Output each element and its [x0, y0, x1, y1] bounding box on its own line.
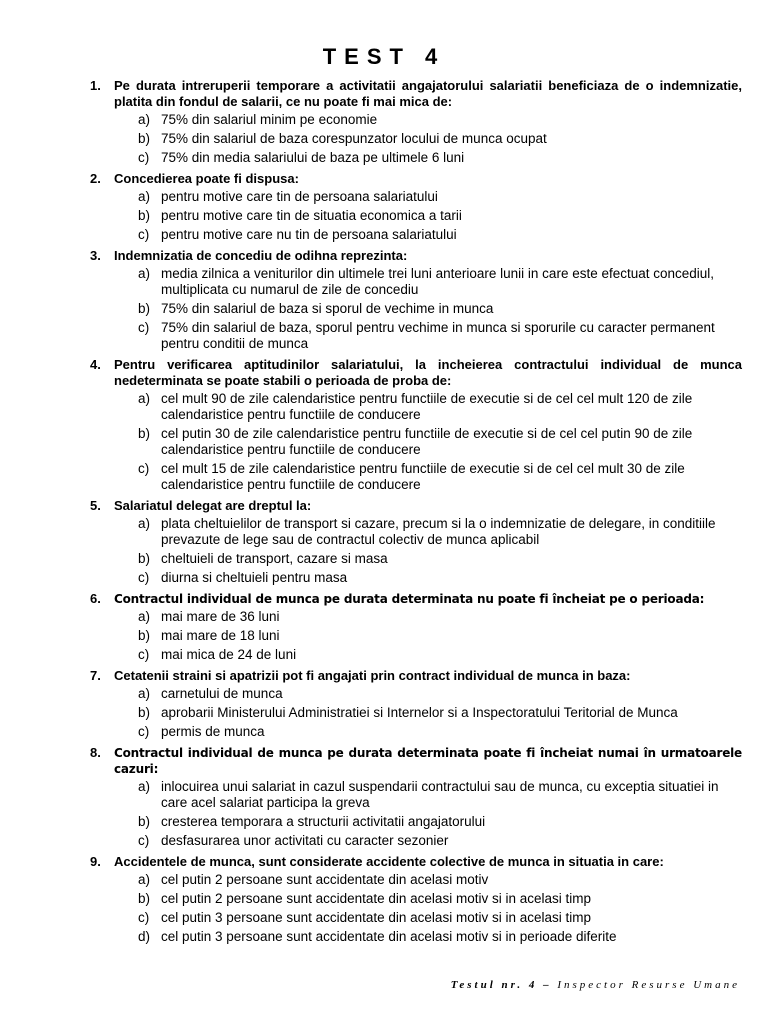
option-letter: c) [138, 647, 150, 662]
option-letter: a) [138, 686, 151, 701]
option-text: cheltuieli de transport, cazare si masa [161, 551, 388, 566]
option-letter: c) [138, 461, 150, 476]
option-text: cel putin 2 persoane sunt accidentate din acelasi motiv si in acelasi timp [161, 891, 591, 906]
option-letter: c) [138, 724, 150, 739]
option-text: desfasurarea unor activitati cu caracter sezonier [161, 833, 449, 848]
question-list [90, 78, 742, 950]
option-text: cel mult 15 de zile calendaristice pentru functiile de executie si de cel cel mult 30 de zile calendaristice pentru functiile de conducere [161, 461, 685, 492]
answer-options [90, 609, 742, 663]
option-text: media zilnica a veniturilor din ultimele trei luni anterioare lunii in care este efectuat concediul, multiplicata cu numarul de zile de concediu [161, 266, 715, 297]
answer-option [90, 724, 742, 740]
answer-option [90, 570, 742, 586]
option-letter: a) [138, 266, 151, 281]
answer-option [90, 929, 742, 945]
answer-option [90, 705, 742, 721]
answer-option [90, 301, 742, 317]
question-number: 7. [90, 668, 101, 683]
question-item [90, 171, 742, 243]
question-item [90, 498, 742, 586]
answer-options [90, 189, 742, 243]
option-letter: b) [138, 705, 151, 720]
option-text: cel putin 3 persoane sunt accidentate din acelasi motiv si in acelasi timp [161, 910, 591, 925]
answer-option [90, 461, 742, 493]
answer-option [90, 320, 742, 352]
question-text: Cetatenii straini si apatrizii pot fi angajati prin contract individual de munca in baza: [114, 668, 631, 683]
option-letter: b) [138, 426, 151, 441]
option-letter: a) [138, 189, 151, 204]
option-letter: b) [138, 131, 151, 146]
option-letter: c) [138, 320, 150, 335]
answer-option [90, 779, 742, 811]
option-text: pentru motive care tin de persoana salariatului [161, 189, 438, 204]
option-text: mai mare de 18 luni [161, 628, 280, 643]
question-number: 5. [90, 498, 101, 513]
option-text: carnetului de munca [161, 686, 283, 701]
answer-option [90, 131, 742, 147]
option-text: cel putin 30 de zile calendaristice pentru functiile de executie si de cel cel putin 90 de zile calendaristice pentru functiile de conducere [161, 426, 693, 457]
answer-option [90, 150, 742, 166]
question-number: 6. [90, 591, 101, 606]
answer-options [90, 391, 742, 493]
option-text: 75% din salariul de baza corespunzator locului de munca ocupat [161, 131, 547, 146]
option-text: cresterea temporara a structurii activitatii angajatorului [161, 814, 486, 829]
page-title: TEST 4 [322, 44, 446, 69]
answer-option [90, 891, 742, 907]
option-text: diurna si cheltuieli pentru masa [161, 570, 348, 585]
question-item [90, 248, 742, 352]
question-text: Pentru verificarea aptitudinilor salariatului, la incheierea contractului individual de munca nedeterminata se poate stabili o perioada de proba de: [114, 357, 742, 388]
answer-options [90, 112, 742, 166]
answer-option [90, 516, 742, 548]
question-text: Contractul individual de munca pe durata determinata nu poate fi încheiat pe o perioada: [114, 592, 705, 606]
answer-option [90, 609, 742, 625]
footer-separator: – [543, 979, 552, 991]
question-text: Salariatul delegat are dreptul la: [114, 498, 312, 513]
answer-option [90, 686, 742, 702]
option-letter: a) [138, 391, 151, 406]
option-letter: a) [138, 112, 151, 127]
answer-option [90, 391, 742, 423]
answer-options [90, 779, 742, 849]
answer-options [90, 516, 742, 586]
answer-option [90, 112, 742, 128]
option-text: plata cheltuielilor de transport si cazare, precum si la o indemnizatie de delegare, in conditiile prevazute de lege sau de contractul colectiv de munca aplicabil [161, 516, 716, 547]
answer-option [90, 833, 742, 849]
option-text: mai mica de 24 de luni [161, 647, 297, 662]
question-number: 3. [90, 248, 101, 263]
question-text: Contractul individual de munca pe durata determinata poate fi încheiat numai în urmatoarele cazuri: [114, 746, 742, 776]
option-text: 75% din media salariului de baza pe ultimele 6 luni [161, 150, 465, 165]
page-footer [451, 979, 740, 991]
question-item [90, 78, 742, 166]
option-letter: b) [138, 891, 151, 906]
option-letter: c) [138, 227, 150, 242]
option-text: mai mare de 36 luni [161, 609, 280, 624]
footer-subject: Inspector Resurse Umane [557, 979, 740, 991]
option-letter: b) [138, 208, 151, 223]
option-text: cel putin 3 persoane sunt accidentate din acelasi motiv si in perioade diferite [161, 929, 617, 944]
option-letter: c) [138, 570, 150, 585]
option-letter: c) [138, 150, 150, 165]
question-number: 9. [90, 854, 101, 869]
question-number: 8. [90, 745, 101, 760]
option-text: pentru motive care nu tin de persoana salariatului [161, 227, 457, 242]
option-letter: d) [138, 929, 151, 944]
answer-option [90, 910, 742, 926]
answer-option [90, 628, 742, 644]
question-item [90, 668, 742, 740]
option-letter: a) [138, 779, 151, 794]
answer-option [90, 426, 742, 458]
question-text: Concedierea poate fi dispusa: [114, 171, 299, 186]
option-text: pentru motive care tin de situatia economica a tarii [161, 208, 462, 223]
option-letter: a) [138, 609, 151, 624]
answer-option [90, 814, 742, 830]
option-letter: a) [138, 872, 151, 887]
option-text: inlocuirea unui salariat in cazul suspendarii contractului sau de munca, cu exceptia situatiei in care acel salariat participa la greva [161, 779, 719, 810]
option-letter: b) [138, 814, 151, 829]
answer-option [90, 872, 742, 888]
option-text: cel mult 90 de zile calendaristice pentru functiile de executie si de cel cel mult 120 de zile calendaristice pentru functiile de conducere [161, 391, 693, 422]
question-item [90, 357, 742, 493]
answer-option [90, 266, 742, 298]
footer-test-label: Testul nr. 4 [450, 979, 538, 991]
question-item [90, 591, 742, 663]
answer-option [90, 647, 742, 663]
option-letter: c) [138, 910, 150, 925]
option-text: 75% din salariul minim pe economie [161, 112, 378, 127]
answer-option [90, 227, 742, 243]
question-text: Indemnizatia de concediu de odihna reprezinta: [114, 248, 408, 263]
question-item [90, 854, 742, 945]
option-text: 75% din salariul de baza si sporul de vechime in munca [161, 301, 494, 316]
option-text: 75% din salariul de baza, sporul pentru vechime in munca si sporurile cu caracter permanent pentru conditii de munca [161, 320, 715, 351]
option-text: permis de munca [161, 724, 265, 739]
option-letter: c) [138, 833, 150, 848]
answer-option [90, 208, 742, 224]
answer-option [90, 551, 742, 567]
question-item [90, 745, 742, 849]
question-number: 1. [90, 78, 101, 93]
question-number: 2. [90, 171, 101, 186]
answer-options [90, 686, 742, 740]
answer-options [90, 266, 742, 352]
option-letter: a) [138, 516, 151, 531]
option-text: aprobarii Ministerului Administratiei si Internelor si a Inspectoratului Teritorial de Munca [161, 705, 678, 720]
option-letter: b) [138, 628, 151, 643]
answer-options [90, 872, 742, 945]
answer-option [90, 189, 742, 205]
option-letter: b) [138, 551, 151, 566]
question-text: Pe durata intreruperii temporare a activitatii angajatorului salariatii beneficiaza de o indemnizatie, platita din fondul de salarii, ce nu poate fi mai mica de: [114, 78, 742, 109]
question-text: Accidentele de munca, sunt considerate accidente colective de munca in situatia in care: [114, 854, 664, 869]
question-number: 4. [90, 357, 101, 372]
option-text: cel putin 2 persoane sunt accidentate din acelasi motiv [161, 872, 489, 887]
option-letter: b) [138, 301, 151, 316]
